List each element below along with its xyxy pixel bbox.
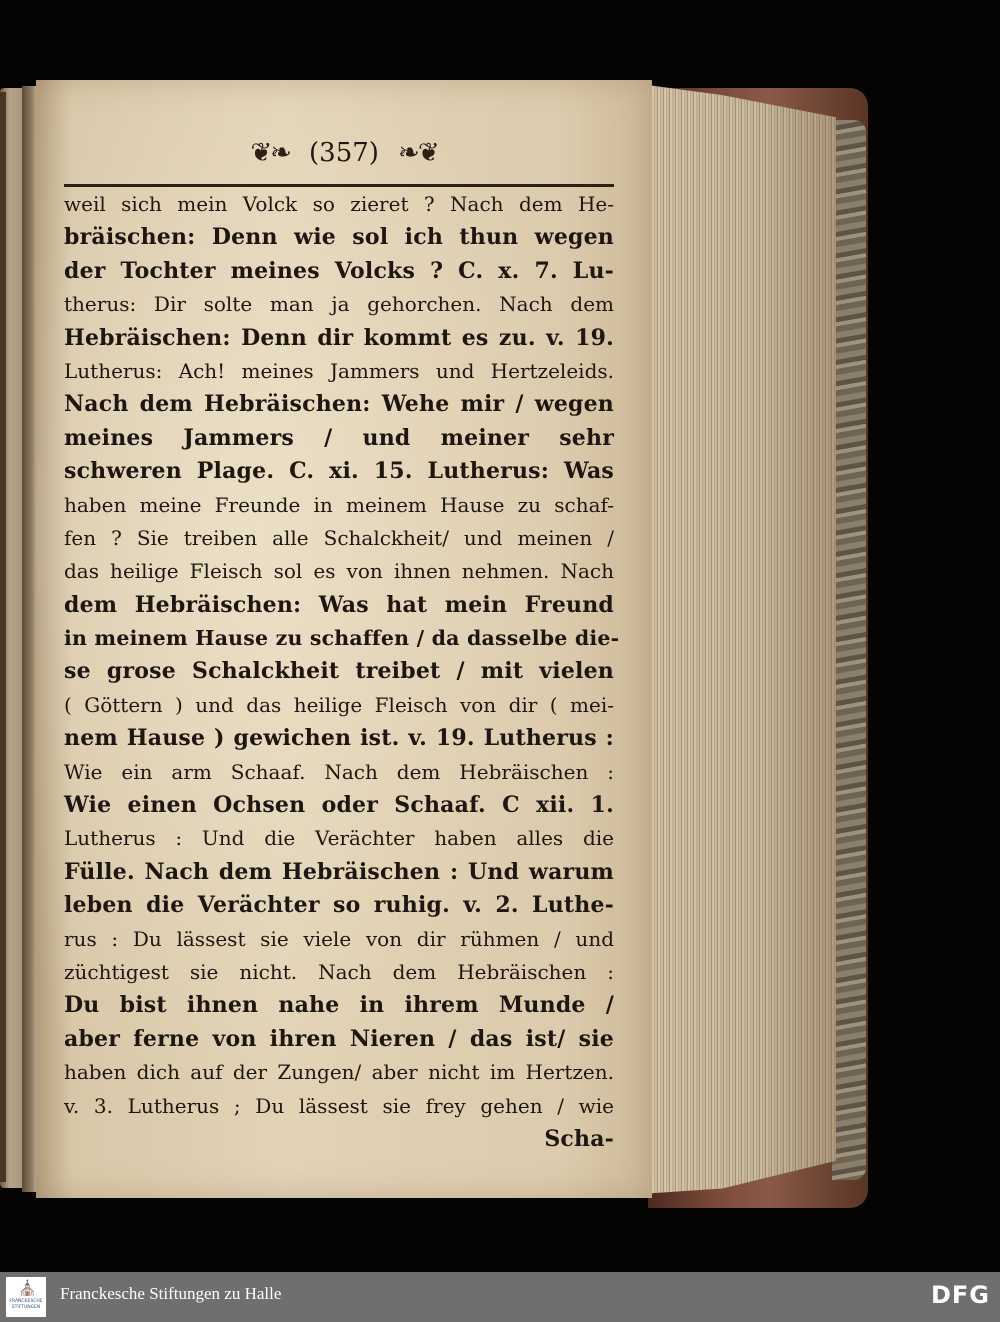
text-line: bräischen: Denn wie sol ich thun wegen — [64, 224, 614, 251]
text-line: Du bist ihnen nahe in ihrem Munde / — [64, 992, 614, 1019]
header-rule — [64, 184, 614, 187]
text-line: in meinem Hause zu schaffen / da dasselbe die- — [64, 626, 620, 651]
text-line: Lutherus: Ach! meines Jammers und Hertzeleids. — [64, 358, 614, 383]
text-line: schweren Plage. C. xi. 15. Lutherus: Was — [64, 458, 614, 485]
book-page — [36, 80, 652, 1198]
footer-bar — [0, 1272, 1000, 1322]
marbled-cover-edge — [832, 120, 866, 1180]
text-line: dem Hebräischen: Was hat mein Freund — [64, 591, 614, 618]
text-line: leben die Verächter so ruhig. v. 2. Luthe- — [64, 892, 614, 919]
left-cover-edge — [0, 92, 6, 1182]
institution-logo[interactable] — [6, 1277, 46, 1317]
text-line: therus: Dir solte man ja gehorchen. Nach dem — [64, 292, 614, 317]
text-line: ( Göttern ) und das heilige Fleisch von dir ( mei- — [64, 692, 614, 717]
text-line: nem Hause ) gewichen ist. v. 19. Lutherus : — [64, 725, 614, 752]
text-line: v. 3. Lutherus ; Du lässest sie frey gehen / wie — [64, 1093, 614, 1118]
ornament-left-icon: ❦❧ — [250, 138, 290, 168]
page-fore-edge-shade — [640, 84, 836, 1194]
text-line: se grose Schalckheit treibet / mit vielen — [64, 658, 614, 685]
text-line: haben meine Freunde in meinem Hause zu schaf- — [64, 492, 614, 517]
dfg-logo[interactable]: DFG — [930, 1281, 990, 1309]
text-line: fen ? Sie treiben alle Schalckheit/ und meinen / — [64, 525, 614, 550]
text-line: Fülle. Nach dem Hebräischen : Und warum — [64, 858, 614, 885]
text-line: haben dich auf der Zungen/ aber nicht im Hertzen. — [64, 1060, 614, 1085]
logo-text: FRANCKESCHE STIFTUNGEN — [9, 1299, 43, 1310]
page-number: (357) — [309, 138, 379, 168]
text-line: meines Jammers / und meiner sehr — [64, 424, 614, 451]
text-line: Lutherus : Und die Verächter haben alles die — [64, 826, 614, 851]
text-line: Wie ein arm Schaaf. Nach dem Hebräischen : — [64, 759, 614, 784]
text-line: Wie einen Ochsen oder Schaaf. C xii. 1. — [64, 792, 614, 819]
page-header — [36, 138, 652, 178]
building-icon: ⛪ — [18, 1279, 37, 1297]
catchword: Scha- — [544, 1125, 614, 1152]
text-line: Hebräischen: Denn dir kommt es zu. v. 19. — [64, 324, 614, 351]
text-line: rus : Du lässest sie viele von dir rühmen / und — [64, 926, 614, 951]
text-line: der Tochter meines Volcks ? C. x. 7. Lu- — [64, 257, 614, 284]
ornament-right-icon: ❧❦ — [398, 138, 438, 168]
page-text — [64, 188, 620, 1156]
text-line: das heilige Fleisch sol es von ihnen nehmen. Nach — [64, 559, 614, 584]
text-line: aber ferne von ihren Nieren / das ist/ sie — [64, 1025, 614, 1052]
text-line: weil sich mein Volck so zieret ? Nach dem He- — [64, 192, 614, 216]
text-line: züchtigest sie nicht. Nach dem Hebräischen : — [64, 959, 614, 984]
institution-name[interactable]: Franckesche Stiftungen zu Halle — [60, 1284, 282, 1303]
text-line: Nach dem Hebräischen: Wehe mir / wegen — [64, 391, 614, 418]
